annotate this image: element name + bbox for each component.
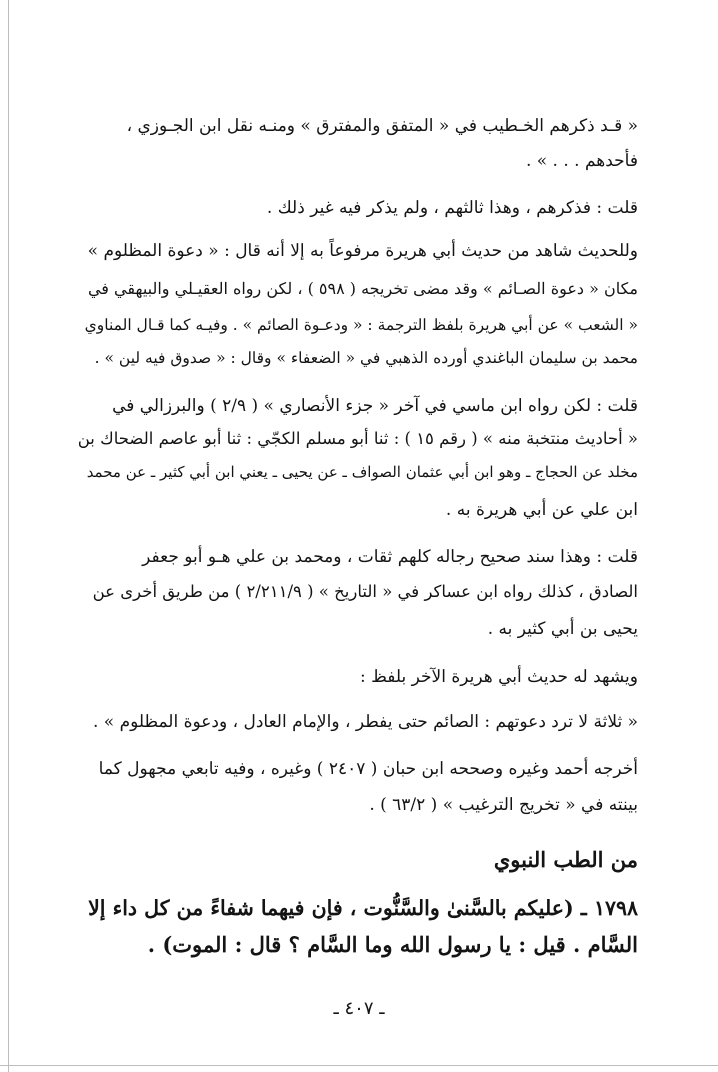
p3-line4: محمد بن سليمان الباغندي أورده الذهبي في « الضعفاء » وقال : « صدوق فيه لين » .	[94, 349, 638, 367]
p1-line2: فأحدهم . . . » .	[525, 151, 638, 171]
scan-edge-bottom	[0, 1065, 718, 1066]
p1-line1: « قـد ذكرهم الخـطيب في « المتفق والمفترق » ومنـه نقل ابن الجـوزي ،	[126, 116, 638, 136]
section-heading: من الطب النبوي	[493, 847, 638, 872]
p4-line2: « أحاديث منتخبة منه » ( رقم ١٥ ) : ثنا أبو مسلم الكجّي : ثنا أبو عاصم الضحاك بن	[77, 429, 638, 448]
p5-line2: الصادق ، كذلك رواه ابن عساكر في « التاريخ » ( ٢/٢١١/٩ ) من طريق أخرى عن	[92, 582, 638, 601]
scan-edge-left	[8, 0, 9, 1072]
p5-line1: قلت : وهذا سند صحيح رجاله كلهم ثقات ، ومحمد بن علي هـو أبو جعفر	[142, 547, 638, 567]
p4-line4: ابن علي عن أبي هريرة به .	[445, 500, 638, 520]
hadith-line2: السَّام . قيل : يا رسول الله وما السَّام ؟ قال : الموت) .	[147, 932, 638, 957]
p5-line3: يحيى بن أبي كثير به .	[487, 619, 638, 639]
page-number: ـ ٤٠٧ ـ	[333, 998, 385, 1019]
p6-line1: ويشهد له حديث أبي هريرة الآخر بلفظ :	[360, 667, 638, 687]
p7-line1: « ثلاثة لا ترد دعوتهم : الصائم حتى يفطر ، والإمام العادل ، ودعوة المظلوم » .	[92, 712, 638, 732]
p2-line1: قلت : فذكرهم ، وهذا ثالثهم ، ولم يذكر فيه غير ذلك .	[266, 198, 638, 218]
p8-line1: أخرجه أحمد وغيره وصححه ابن حبان ( ٢٤٠٧ ) وغيره ، وفيه تابعي مجهول كما	[98, 759, 638, 779]
hadith-line1: ١٧٩٨ ـ (عليكم بالسَّنىٰ والسَّنُّوت ، فإن فيهما شفاءً من كل داء إلا	[88, 896, 638, 920]
p8-line2: بينته في « تخريج الترغيب » ( ٦٣/٢ ) .	[369, 795, 638, 815]
p3-line2: مكان « دعوة الصـائم » وقد مضى تخريجه ( ٥٩٨ ) ، لكن رواه العقيـلي والبيهقي في	[87, 279, 638, 298]
p4-line3: مخلد عن الحجاج ـ وهو ابن أبي عثمان الصواف ـ عن يحيى ـ يعني ابن أبي كثير ـ عن محمد	[86, 463, 638, 481]
p3-line3: « الشعب » عن أبي هريرة بلفظ الترجمة : « ودعـوة الصائم » . وفيـه كما قـال المناوي	[84, 316, 638, 334]
p3-line1: وللحديث شاهد من حديث أبي هريرة مرفوعاً به إلا أنه قال : « دعوة المظلوم »	[87, 241, 638, 261]
p4-line1: قلت : لكن رواه ابن ماسي في آخر « جزء الأنصاري » ( ٢/٩ ) والبرزالي في	[112, 396, 638, 416]
